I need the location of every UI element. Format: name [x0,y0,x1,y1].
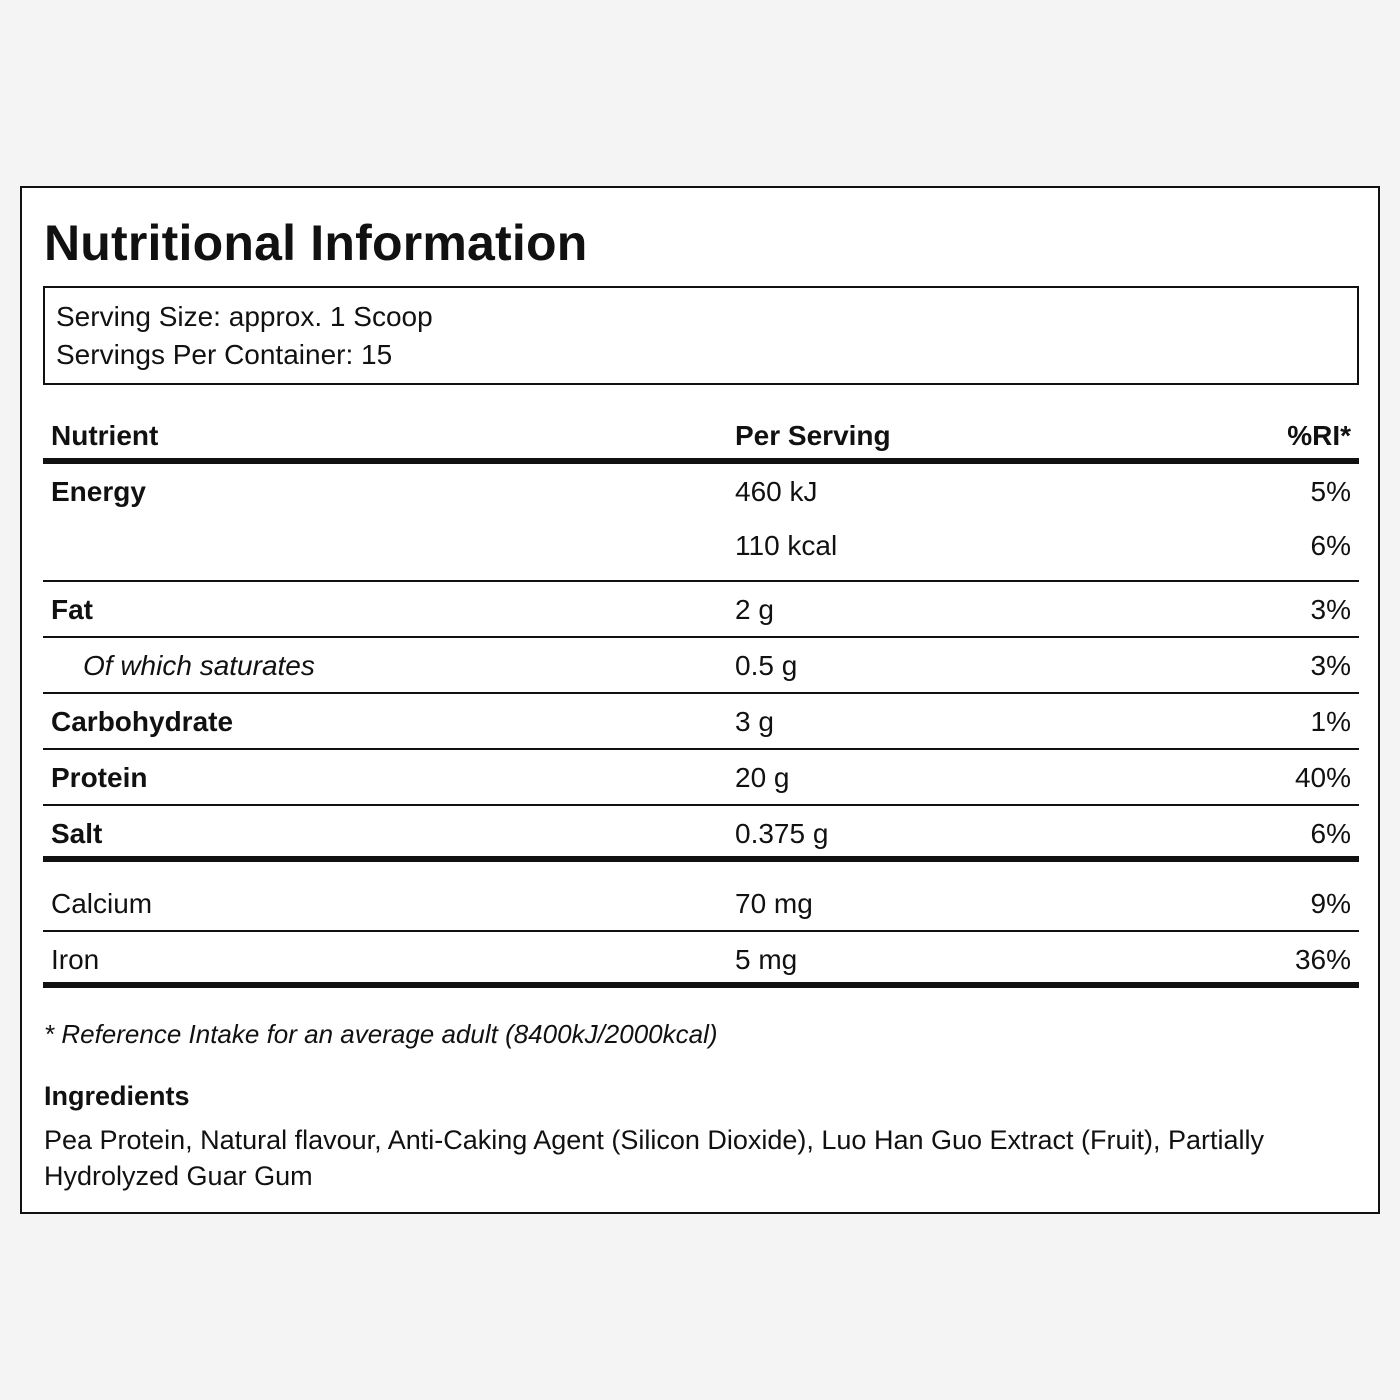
per-serving-value: 0.375 g [735,818,829,849]
ri-value: 40% [1294,762,1351,793]
per-serving-value: 0.5 g [735,650,798,681]
ri-value: 36% [1294,944,1351,975]
ingredients-list: Pea Protein, Natural flavour, Anti-Caking Agent (Silicon Dioxide), Luo Han Guo Extract (Fruit), Partially Hydrolyzed Guar Gum [44,1125,1265,1191]
header-per-serving: Per Serving [735,420,891,451]
per-serving-value: 70 mg [735,888,813,919]
ri-value: 9% [1310,888,1351,919]
table-row-fat [43,582,1359,638]
table-row-iron [43,932,1359,988]
per-serving-value: 2 g [735,594,774,625]
energy-kj-ri: 5% [1310,476,1351,507]
ri-value: 3% [1310,594,1351,625]
table-row-energy [43,464,1359,582]
ri-value: 6% [1310,818,1351,849]
table-row-salt [43,806,1359,862]
table-row-protein [43,750,1359,806]
nutrient-name: Carbohydrate [51,706,234,737]
label-title: Nutritional Information [44,215,588,271]
nutrient-name: Fat [51,594,93,625]
nutrition-label [20,186,1380,1214]
nutrient-name: Calcium [51,888,153,919]
table-row-saturates [43,638,1359,694]
ri-value: 3% [1310,650,1351,681]
table-row-carbohydrate [43,694,1359,750]
nutrition-table [43,408,1359,988]
table-header-row [43,408,1359,464]
energy-kcal-ri: 6% [1310,530,1351,561]
reference-intake-footnote: * Reference Intake for an average adult (8400kJ/2000kcal) [44,1019,718,1049]
per-serving-value: 20 g [735,762,790,793]
energy-kj-value: 460 kJ [735,476,818,507]
header-nutrient: Nutrient [51,420,159,451]
serving-info-box [43,286,1359,385]
per-serving-value: 3 g [735,706,774,737]
servings-per-container: Servings Per Container: 15 [56,339,393,370]
header-ri: %RI* [1287,420,1351,451]
nutrient-name: Energy [51,476,146,507]
nutrient-name: Of which saturates [83,650,315,681]
per-serving-value: 5 mg [735,944,798,975]
ingredients-heading: Ingredients [44,1081,190,1111]
nutrient-name: Iron [51,944,100,975]
serving-size: Serving Size: approx. 1 Scoop [56,301,433,332]
nutrient-name: Protein [51,762,148,793]
energy-kcal-value: 110 kcal [735,530,838,561]
nutrient-name: Salt [51,818,103,849]
table-row-calcium [43,862,1359,932]
ri-value: 1% [1310,706,1351,737]
